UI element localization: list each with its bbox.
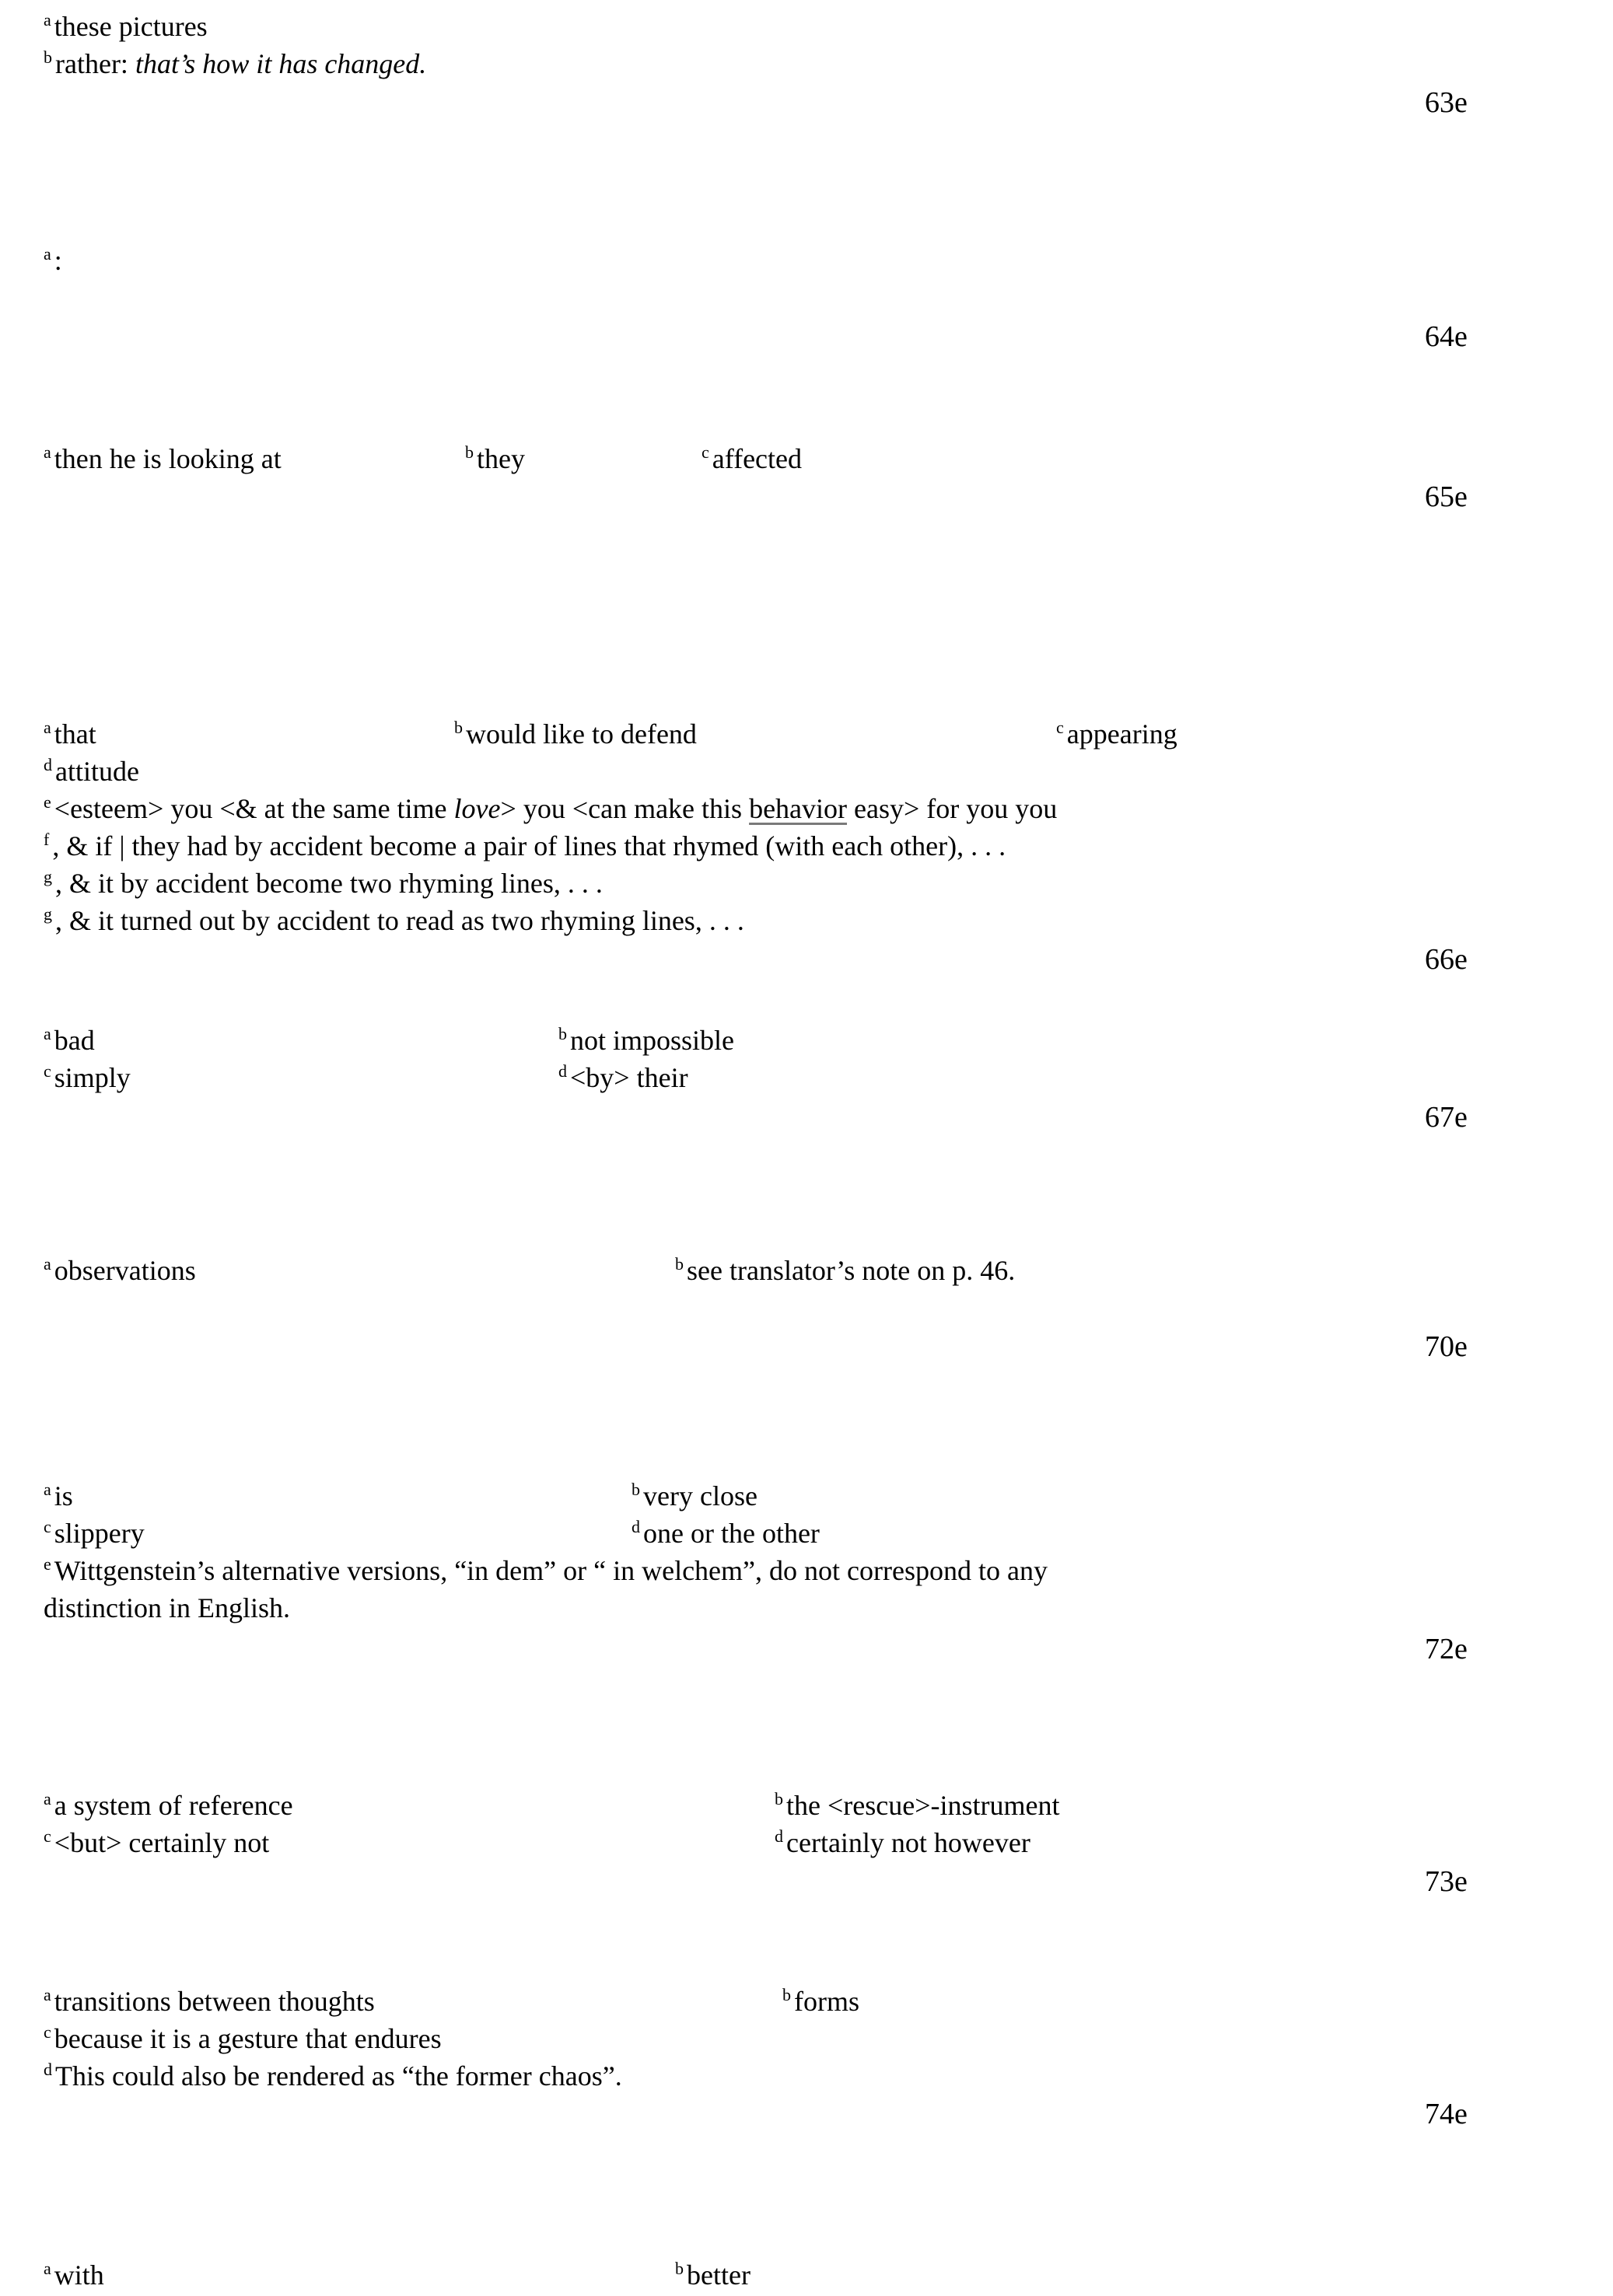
footnote-text: very close xyxy=(643,1480,758,1511)
footnote-text: certainly not however xyxy=(786,1827,1030,1858)
footnote-g xyxy=(44,903,744,942)
footnote-text: <esteem> you <& at the same time xyxy=(54,793,454,824)
footnote-a xyxy=(44,1253,196,1291)
footnote-mark: a xyxy=(44,10,51,30)
footnote-text: see translator’s note on p. 46. xyxy=(687,1255,1016,1286)
footnote-text: bad xyxy=(54,1025,95,1056)
footnote-e xyxy=(44,1553,1048,1592)
footnote-c xyxy=(44,2022,442,2060)
footnote-c xyxy=(44,1826,269,1864)
footnote-mark: f xyxy=(44,830,50,849)
page-marker-63e: 63e xyxy=(1425,86,1468,119)
footnote-text: with xyxy=(54,2259,104,2291)
footnote-g xyxy=(44,866,603,904)
footnote-mark: c xyxy=(1056,718,1064,737)
footnote-mark: a xyxy=(44,1254,51,1274)
page-marker-64e: 64e xyxy=(1425,320,1468,353)
footnote-mark: b xyxy=(775,1789,783,1808)
footnote-a xyxy=(44,243,62,281)
footnote-a xyxy=(44,1023,95,1061)
footnote-mark: d xyxy=(44,2060,52,2079)
footnote-mark: b xyxy=(44,47,52,67)
footnote-text: attitude xyxy=(55,756,139,787)
footnote-text: transitions between thoughts xyxy=(54,1986,375,2017)
footnote-mark: a xyxy=(44,1024,51,1043)
footnote-mark: c xyxy=(44,1061,51,1081)
footnote-mark: d xyxy=(632,1517,640,1536)
footnote-mark: b xyxy=(782,1985,791,2004)
footnote-c xyxy=(44,1061,131,1099)
footnote-d xyxy=(44,2059,622,2097)
footnote-mark: b xyxy=(558,1024,567,1043)
footnote-mark: b xyxy=(454,718,463,737)
footnote-mark: d xyxy=(558,1061,567,1081)
footnote-text: is xyxy=(54,1480,73,1511)
footnote-mark: a xyxy=(44,244,51,264)
footnote-mark: a xyxy=(44,1480,51,1499)
footnote-e xyxy=(44,792,1057,830)
footnote-a xyxy=(44,9,208,47)
footnote-mark: a xyxy=(44,442,51,462)
footnote-a xyxy=(44,1984,375,2022)
footnote-text: : xyxy=(54,245,62,276)
footnote-e-continuation xyxy=(44,1591,290,1625)
footnote-mark: a xyxy=(44,2259,51,2278)
footnote-a xyxy=(44,1479,73,1517)
footnote-text: easy> for you you xyxy=(847,793,1058,824)
footnote-mark: a xyxy=(44,718,51,737)
footnote-text: This could also be rendered as “the former chaos”. xyxy=(55,2060,622,2092)
footnote-d xyxy=(44,754,139,792)
footnote-text: these pictures xyxy=(54,11,208,42)
footnote-b xyxy=(465,442,525,480)
footnote-b xyxy=(675,2258,751,2296)
footnote-text: the <rescue>-instrument xyxy=(786,1790,1060,1821)
page-marker-74e: 74e xyxy=(1425,2098,1468,2130)
footnote-mark: b xyxy=(675,2259,684,2278)
footnote-b xyxy=(675,1253,1015,1291)
footnote-text: affected xyxy=(712,443,803,474)
footnote-mark: e xyxy=(44,792,51,812)
footnote-b xyxy=(775,1788,1060,1826)
footnote-mark: c xyxy=(44,1517,51,1536)
footnote-text: a system of reference xyxy=(54,1790,293,1821)
footnote-mark: a xyxy=(44,1985,51,2004)
footnote-text: appearing xyxy=(1066,718,1177,750)
page-marker-73e: 73e xyxy=(1425,1865,1468,1898)
page-marker-66e: 66e xyxy=(1425,943,1468,976)
footnote-text: observations xyxy=(54,1255,196,1286)
footnote-text: because it is a gesture that endures xyxy=(54,2023,442,2054)
footnote-mark: a xyxy=(44,1789,51,1808)
footnote-d xyxy=(775,1826,1030,1864)
footnote-c xyxy=(1056,717,1177,755)
footnote-mark: b xyxy=(675,1254,684,1274)
page-marker-72e: 72e xyxy=(1425,1633,1468,1665)
footnote-c xyxy=(702,442,802,480)
footnote-mark: e xyxy=(44,1554,51,1574)
footnote-text: they xyxy=(477,443,525,474)
footnote-mark: c xyxy=(44,2022,51,2042)
footnote-text: Wittgenstein’s alternative versions, “in dem” or “ in welchem”, do not correspond to any xyxy=(54,1555,1048,1586)
footnote-text: > you <can make this xyxy=(500,793,750,824)
footnote-underlined-text: behavior xyxy=(749,793,848,824)
footnote-text: , & if | they had by accident become a pair of lines that rhymed (with each other), . . . xyxy=(52,830,1006,861)
footnote-text: one or the other xyxy=(643,1518,820,1549)
footnote-text: that xyxy=(54,718,96,750)
footnote-a xyxy=(44,717,96,755)
footnote-a xyxy=(44,1788,293,1826)
footnote-mark: c xyxy=(44,1826,51,1846)
footnote-a xyxy=(44,2258,104,2296)
footnote-text: not impossible xyxy=(570,1025,735,1056)
footnote-mark: g xyxy=(44,867,52,886)
footnote-text: <by> their xyxy=(570,1062,688,1093)
footnote-text: forms xyxy=(794,1986,859,2017)
footnote-text: simply xyxy=(54,1062,131,1093)
footnote-b xyxy=(454,717,697,755)
page-marker-70e: 70e xyxy=(1425,1330,1468,1363)
footnote-italic-text: love xyxy=(453,793,501,824)
footnote-mark: g xyxy=(44,904,52,924)
footnote-text: <but> certainly not xyxy=(54,1827,270,1858)
page-marker-67e: 67e xyxy=(1425,1101,1468,1134)
footnote-mark: d xyxy=(775,1826,783,1846)
footnote-text: better xyxy=(687,2259,751,2291)
footnote-mark: b xyxy=(632,1480,640,1499)
footnote-b xyxy=(632,1479,758,1517)
footnote-text: would like to defend xyxy=(466,718,697,750)
footnote-italic-text: that’s how it has changed. xyxy=(135,48,427,79)
footnote-mark: d xyxy=(44,755,52,774)
footnote-text: then he is looking at xyxy=(54,443,282,474)
page-marker-65e: 65e xyxy=(1425,481,1468,513)
footnote-d xyxy=(632,1516,820,1554)
footnote-text: rather: xyxy=(55,48,135,79)
footnote-f xyxy=(44,829,1006,867)
footnote-b xyxy=(782,1984,859,2022)
footnote-b xyxy=(44,47,426,85)
footnote-b xyxy=(558,1023,734,1061)
footnote-a xyxy=(44,442,282,480)
footnote-text: , & it by accident become two rhyming lines, . . . xyxy=(55,868,603,899)
footnote-text: , & it turned out by accident to read as two rhyming lines, . . . xyxy=(55,905,744,936)
footnote-mark: b xyxy=(465,442,474,462)
footnote-text: distinction in English. xyxy=(44,1592,291,1623)
footnote-d xyxy=(558,1061,688,1099)
footnote-mark: c xyxy=(702,442,709,462)
footnote-c xyxy=(44,1516,145,1554)
footnote-text: slippery xyxy=(54,1518,145,1549)
